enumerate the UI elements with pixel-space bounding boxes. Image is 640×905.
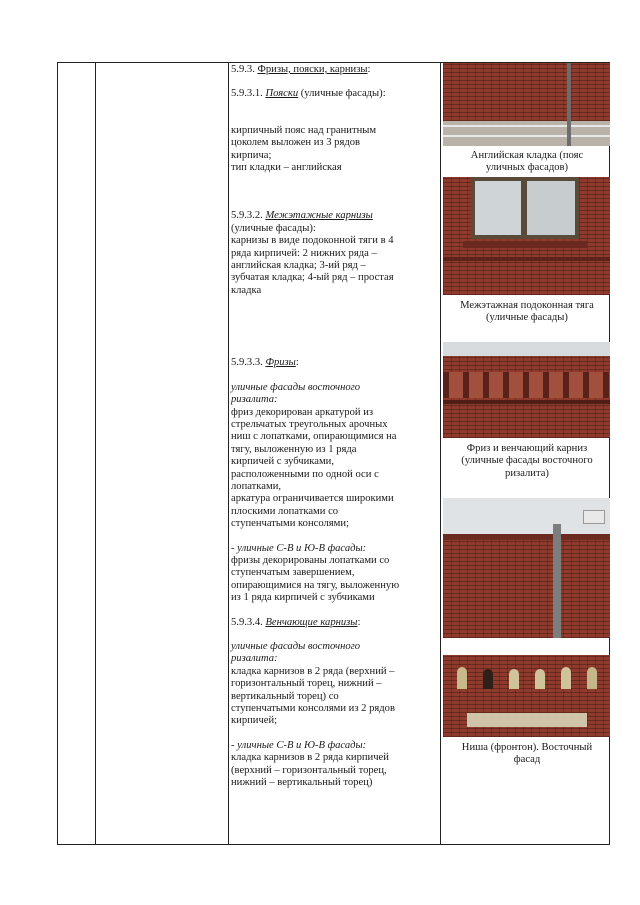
text-line: кирпичный пояс над гранитным [231, 124, 377, 136]
text-line: тип кладки – английская [231, 162, 342, 174]
table-column-divider [95, 62, 96, 845]
section-suffix: (уличные фасады): [298, 88, 386, 100]
caption-line: ризалита) [505, 467, 549, 479]
text-line: горизонтальный торец, нижний – [231, 678, 382, 690]
table-column-divider [440, 62, 441, 845]
text-line: карнизы в виде подоконной тяги в 4 [231, 235, 394, 247]
subheading-ne: - уличные С-В и Ю-В фасады: [231, 542, 367, 554]
section-number: 5.9.3.2. [231, 210, 263, 222]
text-line: фризы декорированы лопатками со [231, 554, 390, 566]
text-line: нижний – вертикальный торец) [231, 777, 373, 789]
text-line: опирающимися на тягу, выложенную [231, 579, 400, 591]
section-number: 5.9.3. [231, 64, 255, 75]
subheading-east: уличные фасады восточного [231, 381, 361, 393]
subheading-east: ризалита: [231, 653, 278, 665]
caption-line: Межэтажная подоконная тяга [460, 300, 594, 311]
section-title: Фризы, пояски, карнизы [257, 64, 368, 75]
heading-5-9-3-2 [231, 210, 436, 222]
section-title: Пояски [265, 88, 299, 100]
text-line: (уличные фасады): [231, 222, 316, 234]
caption-line: Английская кладка (пояс [470, 150, 584, 161]
heading-5-9-3 [231, 64, 436, 76]
text-line: вертикальный торец) со [231, 690, 339, 702]
text-line: фриз декорирован аркатурой из [231, 406, 374, 418]
section-title: Фризы [265, 357, 296, 369]
heading-5-9-3-1 [231, 88, 436, 100]
subheading-east: ризалита: [231, 394, 278, 406]
photo-caption [444, 443, 610, 480]
text-line: ступенчатым завершением, [231, 567, 355, 579]
text-line: плоскими лопатками со [231, 505, 339, 517]
text-line: кирпича; [231, 149, 272, 161]
section-number: 5.9.3.1. [231, 88, 263, 100]
text-line: цоколем выложен из 3 рядов [231, 137, 361, 149]
text-line: тягу, выложенную из 1 ряда [231, 443, 357, 455]
caption-line: фасад [513, 754, 541, 766]
section-title: Межэтажные карнизы [265, 210, 373, 222]
subheading-ne: - уличные С-В и Ю-В фасады: [231, 739, 367, 751]
photo-caption [444, 742, 610, 767]
text-line: английская кладка; 3-ий ряд – [231, 260, 366, 272]
text-line: расположенными по одной оси с [231, 468, 379, 480]
text-line: кирпичей с зубчиками, [231, 456, 334, 468]
caption-line: (уличные фасады восточного [461, 455, 593, 467]
photo-english-bond [443, 63, 610, 146]
section-colon: : [357, 616, 361, 628]
text-line: ниш с лопатками, опирающимися на [231, 431, 397, 443]
photo-niche-pediment [443, 655, 610, 737]
text-line: ступенчатыми консолями; [231, 518, 349, 530]
text-line: кладка карнизов в 2 ряда (верхний – [231, 665, 395, 677]
photo-window-sill-cornice [443, 177, 610, 295]
caption-line: Ниша (фронтон). Восточный [461, 742, 593, 753]
text-line: аркатура ограничивается широкими [231, 493, 394, 505]
section-text-column [231, 64, 436, 789]
caption-line: Фриз и венчающий карниз [466, 443, 588, 454]
caption-line: (уличные фасады) [486, 312, 568, 324]
heading-5-9-3-3 [231, 357, 436, 369]
text-line: (верхний – горизонтальный торец, [231, 764, 387, 776]
table-column-divider [228, 62, 229, 845]
table-border-bottom [57, 844, 610, 845]
section-colon: : [295, 357, 299, 369]
caption-line: уличных фасадов) [485, 162, 569, 174]
text-line: зубчатая кладка; 4-ый ряд – простая [231, 272, 394, 284]
text-line: кладка [231, 284, 262, 296]
section-number: 5.9.3.3. [231, 357, 263, 369]
text-line: из 1 ряда кирпичей с зубчиками [231, 592, 375, 604]
text-line: ряда кирпичей: 2 нижних ряда – [231, 247, 377, 259]
section-title: Венчающие карнизы [265, 616, 358, 628]
text-line: кирпичей; [231, 715, 278, 727]
photo-cornice-drainpipe [443, 498, 610, 638]
photo-caption [444, 150, 610, 175]
section-colon: : [367, 64, 371, 75]
section-number: 5.9.3.4. [231, 616, 263, 628]
heading-5-9-3-4 [231, 617, 436, 629]
text-line: ступенчатыми консолями из 2 рядов [231, 703, 395, 715]
photo-caption [444, 300, 610, 325]
text-line: лопатками, [231, 480, 282, 492]
subheading-east: уличные фасады восточного [231, 641, 361, 652]
photo-frieze-arcature [443, 342, 610, 438]
text-line: стрельчатых треугольных арочных [231, 418, 388, 430]
table-border-left [57, 62, 58, 845]
text-line: кладка карнизов в 2 ряда кирпичей [231, 752, 389, 764]
